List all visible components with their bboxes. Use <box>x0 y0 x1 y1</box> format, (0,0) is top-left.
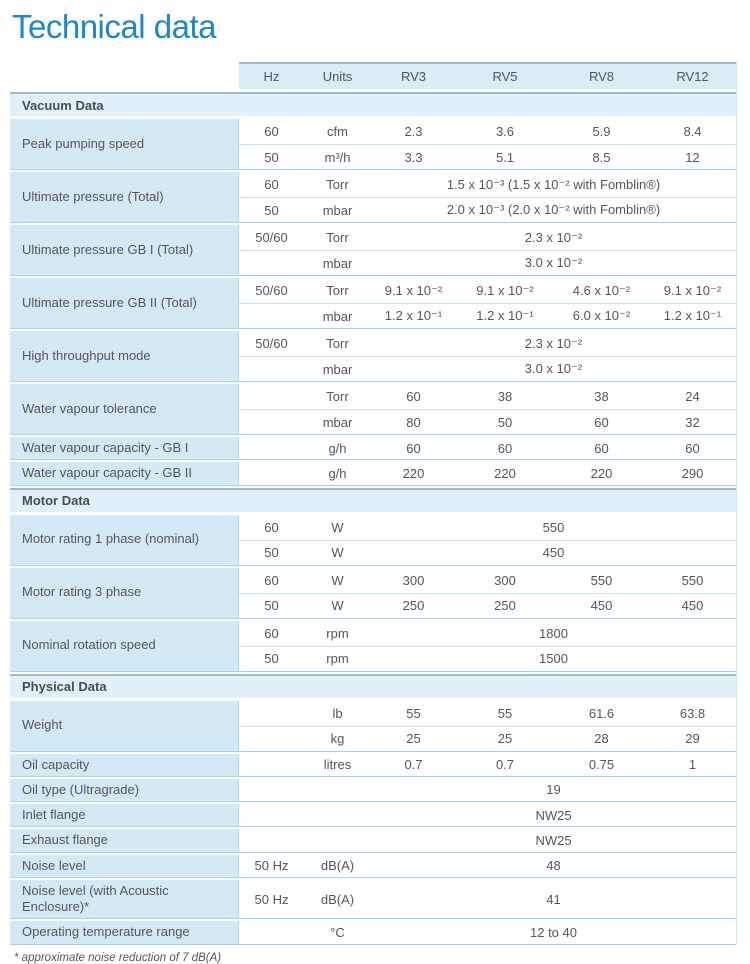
value-cell-rv5: 55 <box>497 705 513 721</box>
table-row <box>239 701 736 726</box>
value-cell-rv3: 3.3 <box>404 149 423 165</box>
table-row <box>239 779 736 801</box>
value-cell-rv5: 50 <box>497 414 513 430</box>
table-row <box>239 829 736 851</box>
table-row <box>239 437 736 459</box>
row-group <box>10 384 736 435</box>
units-cell: kg <box>330 731 345 746</box>
page-title: Technical data <box>12 8 216 45</box>
table-row <box>239 540 736 565</box>
units-cell: mbar <box>322 361 353 377</box>
row-group <box>10 701 736 752</box>
units-cell: dB(A) <box>320 891 355 907</box>
row-label: Oil type (Ultragrade) <box>10 779 238 801</box>
span-value-cell: 12 to 40 <box>530 924 577 940</box>
value-cell-rv3: 0.7 <box>404 757 423 773</box>
units-cell: rpm <box>326 651 349 666</box>
value-cell-rv8: 0.75 <box>588 757 615 773</box>
row-group <box>10 119 736 170</box>
row-label: Motor rating 3 phase <box>10 568 238 618</box>
table-row <box>239 880 736 919</box>
row-label: Water vapour capacity - GB I <box>10 437 238 459</box>
value-cell-rv12: 8.4 <box>683 124 702 139</box>
row-group <box>10 779 736 802</box>
hz-cell: 50 Hz <box>254 891 289 907</box>
table-row <box>239 119 736 144</box>
row-label: Motor rating 1 phase (nominal) <box>10 515 238 565</box>
hz-cell: 50 <box>264 598 279 613</box>
value-cell-rv8: 60 <box>594 440 609 456</box>
value-cell-rv12: 290 <box>681 465 704 481</box>
value-cell-rv3: 55 <box>406 705 421 721</box>
row-group <box>10 621 736 672</box>
table-row <box>239 356 736 381</box>
row-group-data <box>238 701 736 751</box>
row-group-data <box>238 384 736 434</box>
table-row <box>239 409 736 434</box>
table-row <box>239 462 736 484</box>
row-label: Inlet flange <box>10 804 238 826</box>
row-label: Nominal rotation speed <box>10 621 238 671</box>
row-group-data <box>238 921 736 943</box>
value-cell-rv5: 3.6 <box>495 124 515 139</box>
row-group <box>10 880 736 920</box>
value-cell-rv5: 0.7 <box>495 757 515 773</box>
value-cell-rv3: 300 <box>402 572 425 588</box>
value-cell-rv12: 63.8 <box>679 705 706 721</box>
value-cell-rv12: 24 <box>685 389 700 404</box>
units-cell: dB(A) <box>320 858 355 874</box>
hz-cell: 60 <box>264 572 279 588</box>
column-header-row <box>10 62 736 89</box>
row-label: Ultimate pressure (Total) <box>10 172 238 222</box>
section-header-vacuum-data: Vacuum Data <box>10 92 736 116</box>
value-cell-rv5: 60 <box>497 440 513 456</box>
span-value-cell: 1.5 x 10⁻³ (1.5 x 10⁻² with Fomblin®) <box>446 176 661 192</box>
value-cell-rv12: 550 <box>681 572 704 588</box>
row-group <box>10 172 736 223</box>
table-row <box>239 621 736 646</box>
span-value-cell: 48 <box>546 858 561 874</box>
row-label: Ultimate pressure GB II (Total) <box>10 278 238 328</box>
span-value-cell: NW25 <box>535 807 572 823</box>
row-group-data <box>238 855 736 877</box>
value-cell-rv12: 450 <box>681 598 704 613</box>
row-group <box>10 804 736 827</box>
value-cell-rv5: 250 <box>494 598 516 613</box>
units-cell: Torr <box>326 230 349 245</box>
value-cell-rv3: 220 <box>402 465 425 481</box>
table-row <box>239 593 736 618</box>
row-group <box>10 225 736 276</box>
table-row <box>239 855 736 877</box>
value-cell-rv8: 8.5 <box>592 149 611 165</box>
table-row <box>239 303 736 328</box>
value-cell-rv12: 1 <box>688 757 697 773</box>
value-cell-rv5: 5.1 <box>495 149 515 165</box>
value-cell-rv3: 250 <box>402 598 425 613</box>
units-cell: W <box>331 572 344 588</box>
units-cell: Torr <box>326 283 349 298</box>
value-cell-rv3: 9.1 x 10⁻² <box>384 282 443 298</box>
table-row <box>239 250 736 275</box>
section-header-motor-data: Motor Data <box>10 488 736 512</box>
row-label: Noise level (with Acoustic Enclosure)* <box>10 880 238 919</box>
value-cell-rv3: 25 <box>406 731 421 746</box>
row-label: Weight <box>10 701 238 751</box>
table-row <box>239 646 736 671</box>
value-cell-rv5: 300 <box>494 572 516 588</box>
hz-cell: 50 <box>264 651 279 666</box>
span-value-cell: NW25 <box>535 832 572 848</box>
row-group <box>10 278 736 329</box>
value-cell-rv5: 220 <box>494 465 516 481</box>
row-group-data <box>238 754 736 776</box>
table-row <box>239 172 736 197</box>
value-cell-rv8: 61.6 <box>588 705 615 721</box>
table-row <box>239 754 736 776</box>
value-cell-rv5: 38 <box>497 389 513 404</box>
value-cell-rv8: 60 <box>594 414 609 430</box>
row-group <box>10 437 736 460</box>
span-value-cell: 19 <box>546 782 561 798</box>
span-value-cell: 2.3 x 10⁻² <box>524 229 583 245</box>
value-cell-rv12: 32 <box>685 414 700 430</box>
value-cell-rv5: 9.1 x 10⁻² <box>476 282 534 298</box>
row-group-data <box>238 621 736 671</box>
table-row <box>239 921 736 943</box>
row-group <box>10 829 736 852</box>
column-header-spacer <box>10 62 239 89</box>
span-value-cell: 3.0 x 10⁻² <box>524 255 583 270</box>
span-value-cell: 1800 <box>539 625 568 641</box>
row-group-data <box>238 880 736 919</box>
value-cell-rv12: 60 <box>685 440 700 456</box>
row-label: Exhaust flange <box>10 829 238 851</box>
row-label: Ultimate pressure GB I (Total) <box>10 225 238 275</box>
row-group <box>10 568 736 619</box>
value-cell-rv8: 220 <box>590 465 613 481</box>
value-cell-rv3: 60 <box>406 440 421 456</box>
row-label: Peak pumping speed <box>10 119 238 169</box>
span-value-cell: 550 <box>542 519 565 535</box>
value-cell-rv12: 9.1 x 10⁻² <box>663 282 722 298</box>
row-label: Operating temperature range <box>10 921 238 943</box>
column-headers <box>239 62 736 89</box>
units-cell: g/h <box>328 465 347 481</box>
units-cell: °C <box>330 924 345 940</box>
value-cell-rv5: 1.2 x 10⁻¹ <box>476 308 534 323</box>
units-cell: W <box>331 598 344 613</box>
units-cell: Torr <box>326 177 349 192</box>
row-group-data <box>238 119 736 169</box>
units-cell: mbar <box>322 308 353 324</box>
row-group <box>10 921 736 944</box>
table-row <box>239 804 736 826</box>
column-header-hz: Hz <box>263 69 280 84</box>
value-cell-rv3: 80 <box>406 414 421 430</box>
row-label: Water vapour tolerance <box>10 384 238 434</box>
units-cell: mbar <box>322 255 353 271</box>
value-cell-rv12: 12 <box>685 149 700 165</box>
span-value-cell: 3.0 x 10⁻² <box>524 361 583 376</box>
row-group-data <box>238 804 736 826</box>
units-cell: W <box>331 519 344 535</box>
units-cell: lb <box>332 705 343 721</box>
units-cell: rpm <box>326 625 349 641</box>
hz-cell: 50 <box>264 545 279 560</box>
column-header-rv5: RV5 <box>492 69 518 84</box>
hz-cell: 50/60 <box>255 283 288 298</box>
row-group-data <box>238 331 736 381</box>
table-row <box>239 278 736 303</box>
units-cell: g/h <box>328 440 347 456</box>
hz-cell: 50/60 <box>255 230 288 245</box>
table-row <box>239 197 736 222</box>
row-group <box>10 331 736 382</box>
row-group-data <box>238 515 736 565</box>
row-group-data <box>238 172 736 222</box>
row-group <box>10 515 736 566</box>
table-row <box>239 726 736 751</box>
row-group <box>10 855 736 878</box>
value-cell-rv8: 550 <box>590 572 613 588</box>
value-cell-rv8: 4.6 x 10⁻² <box>572 282 631 298</box>
span-value-cell: 1500 <box>539 651 568 666</box>
row-group-data <box>238 225 736 275</box>
table-row <box>239 331 736 356</box>
row-group-data <box>238 278 736 328</box>
row-label: Oil capacity <box>10 754 238 776</box>
value-cell-rv12: 1.2 x 10⁻¹ <box>663 308 722 323</box>
row-label: Water vapour capacity - GB II <box>10 462 238 484</box>
value-cell-rv8: 6.0 x 10⁻² <box>572 308 631 323</box>
units-cell: mbar <box>322 202 353 218</box>
value-cell-rv3: 60 <box>406 389 421 404</box>
value-cell-rv12: 29 <box>685 731 700 746</box>
column-header-units: Units <box>322 69 353 84</box>
value-cell-rv8: 5.9 <box>592 124 611 139</box>
span-value-cell: 450 <box>542 545 565 560</box>
row-group-data <box>238 462 736 484</box>
span-value-cell: 41 <box>546 891 561 907</box>
column-header-rv8: RV8 <box>588 69 615 84</box>
row-group-data <box>238 829 736 851</box>
row-group-data <box>238 568 736 618</box>
row-group <box>10 754 736 777</box>
column-header-rv12: RV12 <box>676 69 709 84</box>
value-cell-rv8: 38 <box>594 389 609 404</box>
value-cell-rv3: 2.3 <box>404 124 423 139</box>
table-body <box>10 92 736 945</box>
row-label: High throughput mode <box>10 331 238 381</box>
value-cell-rv3: 1.2 x 10⁻¹ <box>384 308 443 323</box>
units-cell: mbar <box>322 414 353 430</box>
units-cell: m³/h <box>324 149 351 165</box>
table-row <box>239 515 736 540</box>
hz-cell: 50 <box>264 149 279 165</box>
units-cell: Torr <box>326 336 349 351</box>
column-header-rv3: RV3 <box>400 69 427 84</box>
footnote: * approximate noise reduction of 7 dB(A) <box>14 951 222 964</box>
hz-cell: 50 <box>264 202 279 218</box>
value-cell-rv8: 28 <box>594 731 609 746</box>
value-cell-rv8: 450 <box>590 598 613 613</box>
hz-cell: 60 <box>264 625 279 641</box>
hz-cell: 60 <box>264 519 279 535</box>
value-cell-rv5: 25 <box>497 731 513 746</box>
units-cell: cfm <box>327 124 348 139</box>
hz-cell: 50/60 <box>255 336 288 351</box>
row-label: Noise level <box>10 855 238 877</box>
hz-cell: 60 <box>264 124 279 139</box>
section-header-physical-data: Physical Data <box>10 674 736 698</box>
table-row <box>239 144 736 169</box>
hz-cell: 60 <box>264 177 279 192</box>
table-row <box>239 568 736 593</box>
hz-cell: 50 Hz <box>254 858 289 874</box>
row-group-data <box>238 437 736 459</box>
units-cell: Torr <box>326 389 349 404</box>
units-cell: W <box>331 545 344 560</box>
row-group-data <box>238 779 736 801</box>
span-value-cell: 2.0 x 10⁻³ (2.0 x 10⁻² with Fomblin®) <box>446 202 661 217</box>
table-row <box>239 225 736 250</box>
table-row <box>239 384 736 409</box>
row-group <box>10 462 736 485</box>
span-value-cell: 2.3 x 10⁻² <box>524 335 583 351</box>
technical-data-table <box>10 62 737 945</box>
units-cell: litres <box>323 757 352 773</box>
